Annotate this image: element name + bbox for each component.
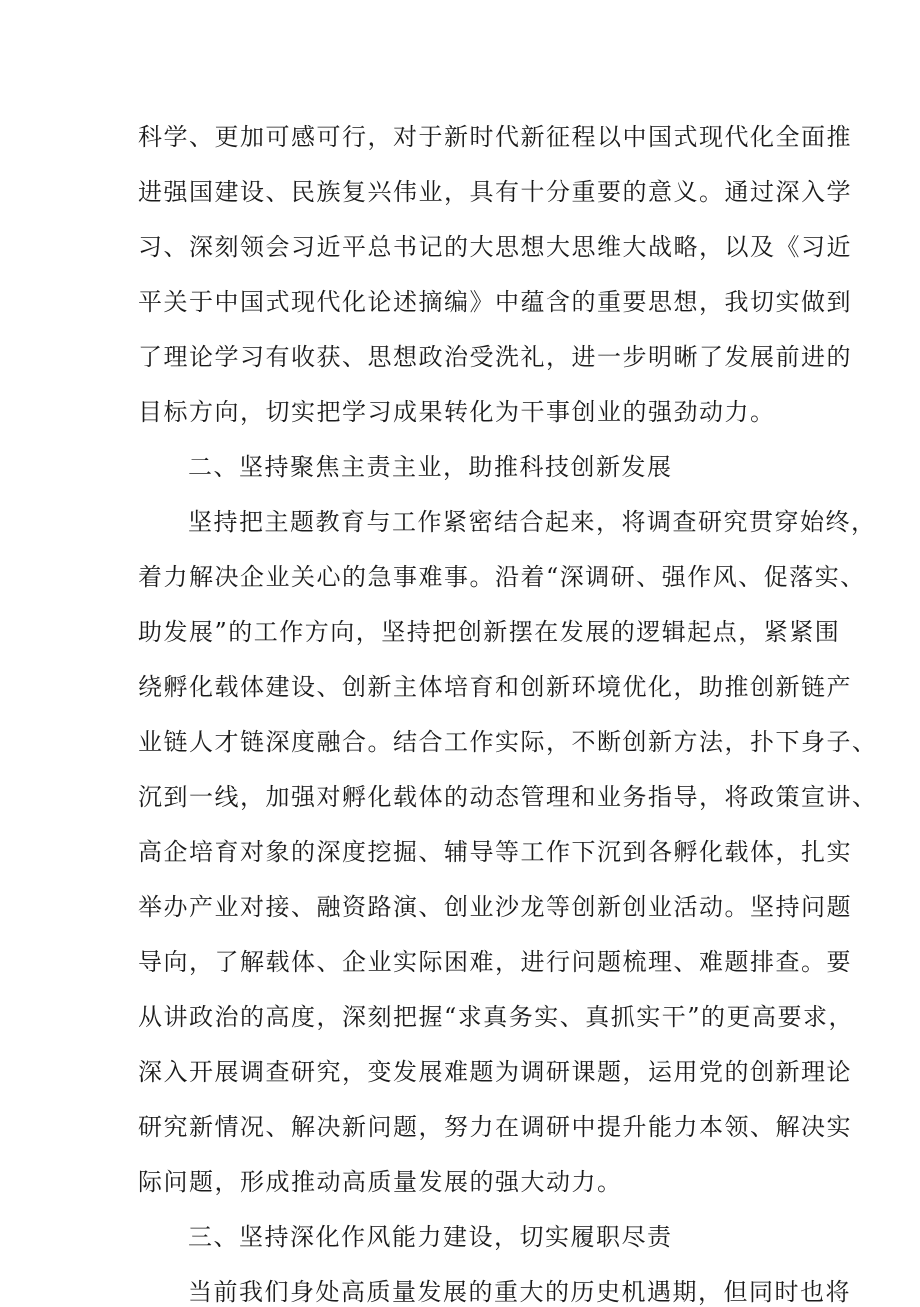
paragraph-line: 研究新情况、解决新问题，努力在调研中提升能力本领、解决实 — [138, 1113, 852, 1141]
section-heading-2: 二、坚持聚焦主责主业，助推科技创新发展 — [188, 453, 673, 481]
paragraph-line: 平关于中国式现代化论述摘编》中蕴含的重要思想，我切实做到 — [138, 288, 852, 316]
paragraph-line: 坚持把主题教育与工作紧密结合起来，将调查研究贯穿始终， — [188, 508, 877, 536]
paragraph-line: 深入开展调查研究，变发展难题为调研课题，运用党的创新理论 — [138, 1058, 852, 1086]
paragraph-line: 助发展”的工作方向，坚持把创新摆在发展的逻辑起点，紧紧围 — [138, 618, 841, 646]
paragraph-line: 当前我们身处高质量发展的重大的历史机遇期，但同时也将 — [188, 1278, 851, 1306]
paragraph-line: 进强国建设、民族复兴伟业，具有十分重要的意义。通过深入学 — [138, 178, 852, 206]
section-heading-3: 三、坚持深化作风能力建设，切实履职尽责 — [188, 1223, 673, 1251]
paragraph-line: 绕孵化载体建设、创新主体培育和创新环境优化，助推创新链产 — [138, 673, 852, 701]
paragraph-line: 高企培育对象的深度挖掘、辅导等工作下沉到各孵化载体，扎实 — [138, 838, 852, 866]
paragraph-line: 从讲政治的高度，深刻把握“求真务实、真抓实干”的更高要求， — [138, 1003, 855, 1031]
paragraph-line: 沉到一线，加强对孵化载体的动态管理和业务指导，将政策宣讲、 — [138, 783, 878, 811]
paragraph-line: 习、深刻领会习近平总书记的大思想大思维大战略，以及《习近 — [138, 233, 852, 261]
paragraph-line: 导向，了解载体、企业实际困难，进行问题梳理、难题排查。要 — [138, 948, 852, 976]
paragraph-line: 了理论学习有收获、思想政治受洗礼，进一步明晰了发展前进的 — [138, 343, 852, 371]
paragraph-line: 着力解决企业关心的急事难事。沿着“深调研、强作风、促落实、 — [138, 563, 866, 591]
paragraph-line: 举办产业对接、融资路演、创业沙龙等创新创业活动。坚持问题 — [138, 893, 852, 921]
paragraph-line: 业链人才链深度融合。结合工作实际，不断创新方法，扑下身子、 — [138, 728, 878, 756]
paragraph-line: 目标方向，切实把学习成果转化为干事创业的强劲动力。 — [138, 398, 776, 426]
paragraph-line: 际问题，形成推动高质量发展的强大动力。 — [138, 1168, 623, 1196]
paragraph-line: 科学、更加可感可行，对于新时代新征程以中国式现代化全面推 — [138, 123, 852, 151]
